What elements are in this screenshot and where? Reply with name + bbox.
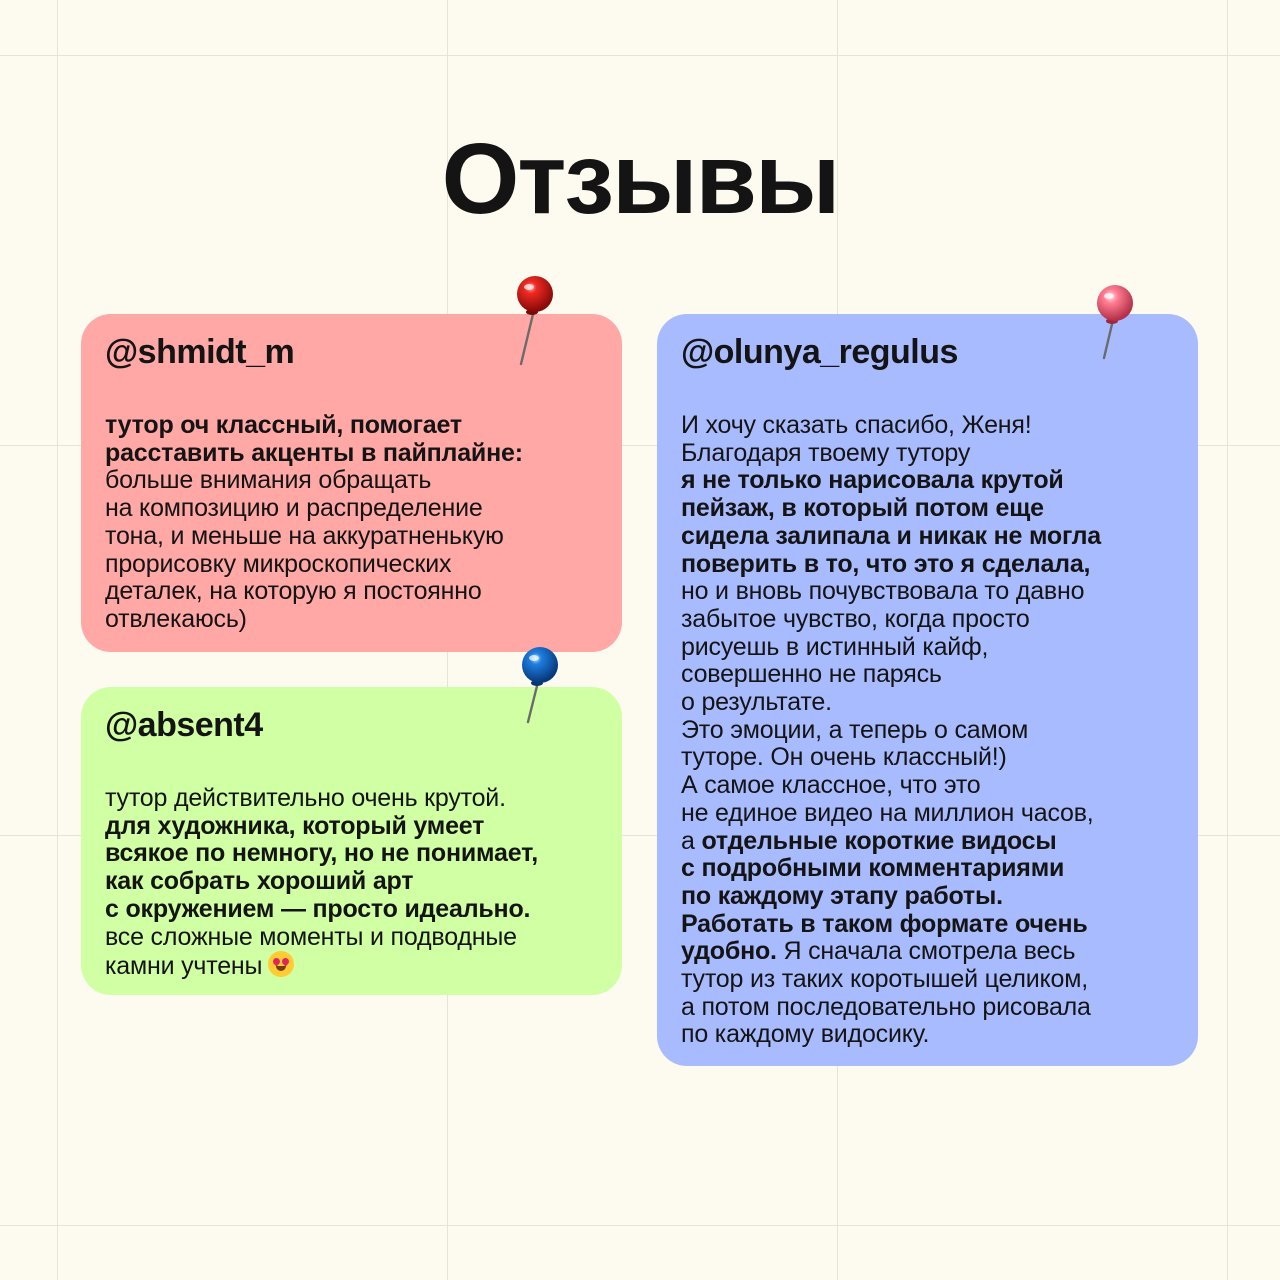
review-line: больше внимания обращать	[105, 466, 432, 495]
pink-pushpin-icon	[1085, 280, 1145, 380]
review-line: по каждому видосику.	[681, 1020, 930, 1049]
heart-eyes-emoji-icon	[268, 951, 294, 977]
review-line: прорисовку микроскопических	[105, 549, 452, 578]
review-line: тона, и меньше на аккуратненькую	[105, 521, 504, 550]
review-line: тутор из таких коротышей целиком,	[681, 965, 1088, 994]
review-line: я не только нарисовала крутой	[681, 466, 1064, 495]
review-author-handle: @shmidt_m	[105, 333, 295, 371]
review-text	[105, 412, 606, 634]
review-line: все сложные моменты и подводные	[105, 922, 517, 951]
review-line: пейзаж, в который потом еще	[681, 494, 1044, 523]
review-line-text: удобно.	[681, 937, 777, 966]
review-line: как собрать хороший арт	[105, 867, 414, 896]
review-line: поверить в то, что это я сделала,	[681, 549, 1091, 578]
review-line: И хочу сказать спасибо, Женя!	[681, 411, 1032, 439]
review-line	[681, 938, 1182, 966]
review-line: забытое чувство, когда просто	[681, 604, 1030, 633]
review-line: отвлекаюсь)	[105, 604, 247, 633]
review-text	[105, 785, 606, 981]
review-line	[681, 828, 1182, 856]
review-line: по каждому этапу работы.	[681, 881, 1003, 910]
review-text	[681, 412, 1182, 1049]
review-line: на композицию и распределение	[105, 494, 483, 523]
review-author-handle: @absent4	[105, 706, 263, 744]
review-line: расставить акценты в пайплайне:	[105, 438, 523, 467]
review-line-text: а	[681, 826, 702, 855]
review-line: сидела залипала и никак не могла	[681, 521, 1101, 550]
review-author-handle: @olunya_regulus	[681, 333, 958, 371]
blue-pushpin-icon	[510, 642, 570, 742]
review-line-text: камни учтены	[105, 952, 263, 981]
review-line: с подробными комментариями	[681, 854, 1065, 883]
review-line: рисуешь в истинный кайф,	[681, 632, 989, 661]
review-line: тутор действительно очень крутой.	[105, 784, 506, 812]
review-line: туторе. Он очень классный!)	[681, 743, 1007, 772]
review-line: не единое видео на миллион часов,	[681, 798, 1094, 827]
page-title: Отзывы	[441, 123, 839, 235]
review-line: тутор оч классный, помогает	[105, 411, 462, 439]
review-line-text: отдельные короткие видосы	[701, 826, 1057, 855]
review-card-olunya	[657, 314, 1198, 1066]
review-line: Работать в таком формате очень	[681, 909, 1088, 938]
review-line: всякое по немногу, но не понимает,	[105, 839, 538, 868]
grid-line	[0, 1225, 1280, 1226]
review-line: но и вновь почувствовала то давно	[681, 577, 1085, 606]
review-line-text: Я сначала смотрела весь	[776, 937, 1076, 966]
review-line: для художника, который умеет	[105, 811, 485, 840]
review-line: с окружением — просто идеально.	[105, 894, 531, 923]
review-line: деталек, на которую я постоянно	[105, 577, 482, 606]
grid-line	[0, 55, 1280, 56]
review-line: Благодаря твоему тутору	[681, 438, 971, 467]
review-line	[105, 951, 606, 981]
review-line: о результате.	[681, 688, 832, 717]
red-pushpin-icon	[505, 272, 565, 372]
review-line: А самое классное, что это	[681, 771, 981, 800]
review-line: Это эмоции, а теперь о самом	[681, 715, 1029, 744]
review-line: совершенно не парясь	[681, 660, 942, 689]
review-line: а потом последовательно рисовала	[681, 992, 1091, 1021]
